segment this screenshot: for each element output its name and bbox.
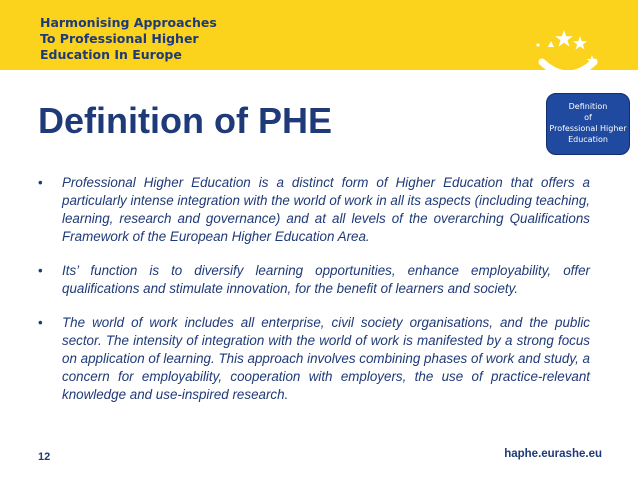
- list-item: [38, 174, 590, 246]
- badge-line: Professional Higher: [549, 124, 627, 133]
- list-item: [38, 262, 590, 298]
- stars-smile-logo-icon: [528, 18, 618, 88]
- project-title-line: Education In Europe: [40, 47, 182, 62]
- project-title-line: To Professional Higher: [40, 31, 199, 46]
- bullet-icon: •: [38, 315, 43, 330]
- badge-line: Definition: [568, 102, 608, 111]
- bullet-icon: •: [38, 263, 43, 278]
- badge-line: Education: [568, 135, 608, 144]
- bullet-text: Professional Higher Education is a distinct form of Higher Education that offers a particularly intense integration with the world of work in all its aspects (including teaching, learning, research and governance) and at all levels of the overarching Qualifications Framework of the European Higher Education Area.: [62, 175, 590, 244]
- list-item: [38, 314, 590, 404]
- bullet-icon: •: [38, 175, 43, 190]
- page-number: 12: [38, 451, 51, 463]
- section-badge: [546, 93, 630, 155]
- page-title: Definition of PHE: [38, 100, 332, 141]
- project-title-line: Harmonising Approaches: [40, 15, 217, 30]
- badge-line: of: [584, 113, 592, 122]
- bullet-text: The world of work includes all enterprise, civil society organisations, and the public sector. The intensity of integration with the world of work is manifested by a strong focus on application of learning. This approach involves combining phases of work and study, a concern for employability, cooperation with employers, the use of practice-relevant knowledge and use-inspired research.: [62, 315, 590, 402]
- project-title: [40, 15, 217, 63]
- footer-url: haphe.eurashe.eu: [504, 448, 602, 460]
- bullet-text: Its’ function is to diversify learning opportunities, enhance employability, offer qualifications and stimulate innovation, for the benefit of learners and society.: [62, 263, 590, 296]
- bullet-list: [38, 174, 590, 420]
